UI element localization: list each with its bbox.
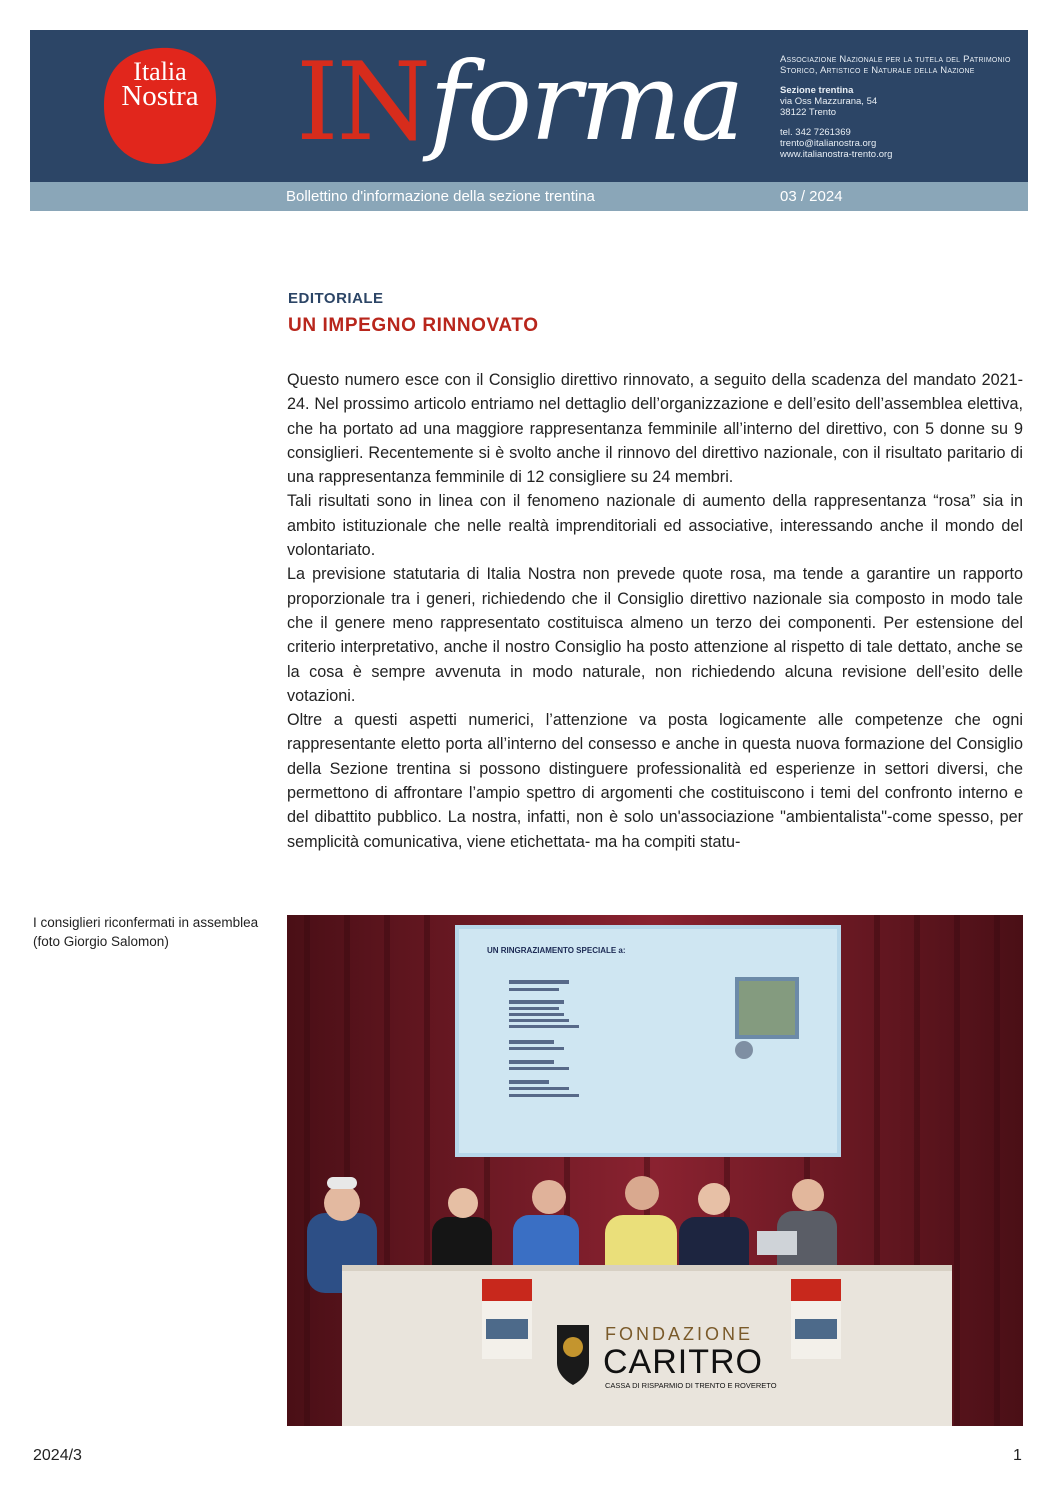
address-line-1: via Oss Mazzurana, 54 xyxy=(780,96,878,107)
photo-caption: I consiglieri riconfermati in assemblea (foto Giorgio Salomon) xyxy=(33,915,259,949)
masthead-header xyxy=(30,30,1028,182)
article-paragraph: Tali risultati sono in linea con il fenomeno nazionale di aumento della rappresentanza “rosa” sia in ambito istituzionale che nelle realtà imprenditoriali ed associative, interessando anche il mondo del volontariato. xyxy=(287,492,1023,560)
association-name: Associazione Nazionale per la tutela del Patrimonio Storico, Artistico e Naturale della Nazione xyxy=(780,54,1011,76)
footer-year-issue: 2024/3 xyxy=(33,1447,82,1464)
masthead-forma: forma xyxy=(429,40,743,165)
phone-number: tel. 342 7261369 xyxy=(780,127,851,138)
email-address: trento@italianostra.org xyxy=(780,138,877,149)
logo-line-2: Nostra xyxy=(121,80,199,112)
masthead-in: IN xyxy=(296,40,430,165)
article-paragraph: La previsione statutaria di Italia Nostra non prevede quote rosa, ma tende a garantire un rapporto proporzionale tra i generi, richiedendo che il Consiglio direttivo nazionale sia composto in modo tale che il genere meno rappresentato costituisca almeno un terzo dei componenti. Per estensione del criterio interpretativo, anche il nostro Consiglio ha posto attenzione al rispetto di tale dettato, anche se la cosa è sempre avvenuta in modo naturale, non richiedendo alcuna revisione dell’esito delle votazioni. xyxy=(287,565,1023,705)
address-line-2: 38122 Trento xyxy=(780,107,836,118)
association-info xyxy=(780,54,1026,160)
slide-heading: UN RINGRAZIAMENTO SPECIALE a: xyxy=(487,946,626,955)
assembly-photo xyxy=(287,915,1023,1426)
banner-line-2: CARITRO xyxy=(603,1343,763,1381)
article-title: UN IMPEGNO RINNOVATO xyxy=(288,315,539,336)
banner-line-1: FONDAZIONE xyxy=(605,1324,754,1344)
section-label: EDITORIALE xyxy=(288,290,384,307)
italia-nostra-logo xyxy=(100,40,220,170)
masthead-title xyxy=(296,40,743,174)
website-url: www.italianostra-trento.org xyxy=(780,149,893,160)
section-name: Sezione trentina xyxy=(780,85,854,96)
issue-number: 03 / 2024 xyxy=(780,188,843,205)
bulletin-title: Bollettino d'informazione della sezione trentina xyxy=(286,188,595,205)
banner-line-3: CASSA DI RISPARMIO DI TRENTO E ROVERETO xyxy=(605,1381,777,1390)
article-paragraph: Questo numero esce con il Consiglio direttivo rinnovato, a seguito della scadenza del mandato 2021-24. Nel prossimo articolo entriamo nel dettaglio dell’organizzazione e dell’esito dell’assemblea elettiva, che ha portato ad una maggiore rappresentanza femminile all’interno del direttivo, con 5 donne su 9 consiglieri. Recentemente si è svolto anche il rinnovo del direttivo nazionale, con il risultato paritario di una rappresentanza femminile di 12 consigliere su 24 membri. xyxy=(287,371,1023,487)
page-number: 1 xyxy=(1013,1447,1022,1464)
article-paragraph: Oltre a questi aspetti numerici, l’attenzione va posta logicamente alle competenze che ogni rappresentante eletto porta all’interno del consesso e anche in questa nuova formazione del Consiglio della Sezione trentina si possono distinguere professionalità ed esperienze in settori diversi, che permettono di affrontare l’ampio spettro di argomenti che costituiscono i temi del confronto interno e del dibattito pubblico. La nostra, infatti, non è solo un'associazione "ambientalista"-come spesso, per semplicità comunicativa, viene etichettata- ma ha compiti statu- xyxy=(287,711,1023,851)
bulletin-subbar xyxy=(30,182,1028,211)
article-body xyxy=(287,368,1023,854)
logo-wordmark xyxy=(100,57,220,112)
logo-line-1: Italia xyxy=(133,57,187,86)
